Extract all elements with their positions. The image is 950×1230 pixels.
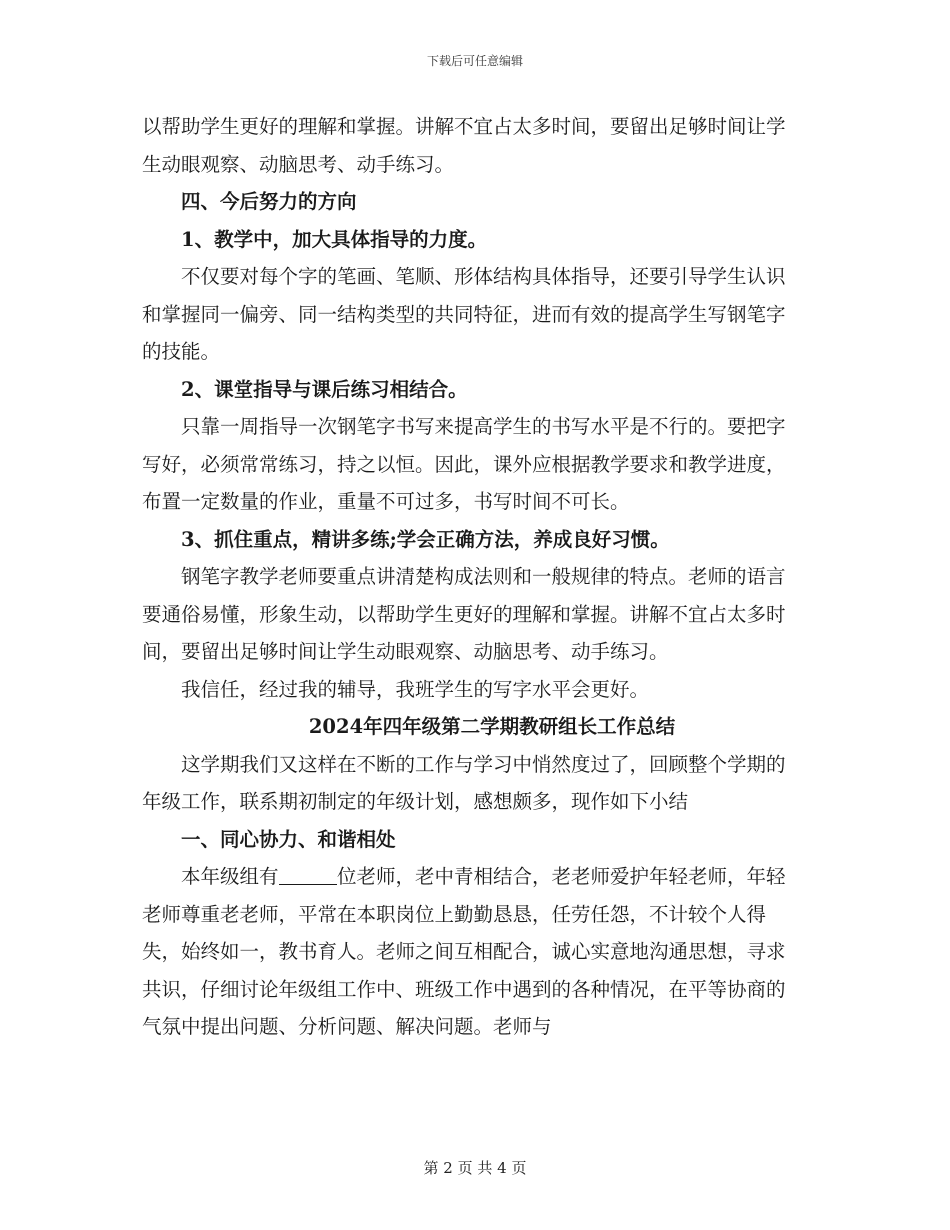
page-footer: 第 2 页 共 4 页 [423,1159,527,1177]
paragraph: 以帮助学生更好的理解和掌握。讲解不宜占太多时间，要留出足够时间让学生动眼观察、动脑思考、动手练习。 [142,115,786,176]
paragraph-text: 本年级组有 [181,865,279,888]
section-heading: 一、同心协力、和谐相处 [181,827,396,851]
paragraph-text: 位老师，老中青相结合，老老师爱护年轻老师，年轻老师尊重老老师，平常在本职岗位上勤勤恳恳，任劳任怨，不计较个人得失，始终如一，教书育人。老师之间互相配合，诚心实意地沟通思想，寻求共识，仔细讨论年级组工作中、班级工作中遇到的各种情况，在平等协商的气氛中提出问题、分析问题、解决问题。老师与 [142,865,786,1038]
paragraph: 不仅要对每个字的笔画、笔顺、形体结构具体指导，还要引导学生认识和掌握同一偏旁、同一结构类型的共同特征，进而有效的提高学生写钢笔字的技能。 [142,265,786,363]
paragraph: 钢笔字教学老师要重点讲清楚构成法则和一般规律的特点。老师的语言要通俗易懂，形象生动，以帮助学生更好的理解和掌握。讲解不宜占太多时间，要留出足够时间让学生动眼观察、动脑思考、动手练习。 [142,565,786,663]
subsection-heading: 3、抓住重点，精讲多练;学会正确方法，养成良好习惯。 [181,527,670,551]
subsection-heading: 2、课堂指导与课后练习相结合。 [181,377,468,401]
blank-underline [279,865,338,886]
subsection-heading: 1、教学中，加大具体指导的力度。 [181,227,488,251]
paragraph: 这学期我们又这样在不断的工作与学习中悄然度过了，回顾整个学期的年级工作，联系期初制定的年级计划，感想颇多，现作如下小结 [142,752,786,813]
paragraph: 只靠一周指导一次钢笔字书写来提高学生的书写水平是不行的。要把字写好，必须常常练习，持之以恒。因此，课外应根据教学要求和教学进度，布置一定数量的作业，重量不可过多，书写时间不可长。 [142,415,786,513]
document-title: 2024年四年级第二学期教研组长工作总结 [308,715,676,738]
page-header: 下载后可任意编辑 [426,54,523,68]
document-body [142,108,802,1046]
paragraph [142,858,802,1046]
section-heading: 四、今后努力的方向 [181,190,357,213]
paragraph: 我信任，经过我的辅导，我班学生的写字水平会更好。 [181,677,650,701]
